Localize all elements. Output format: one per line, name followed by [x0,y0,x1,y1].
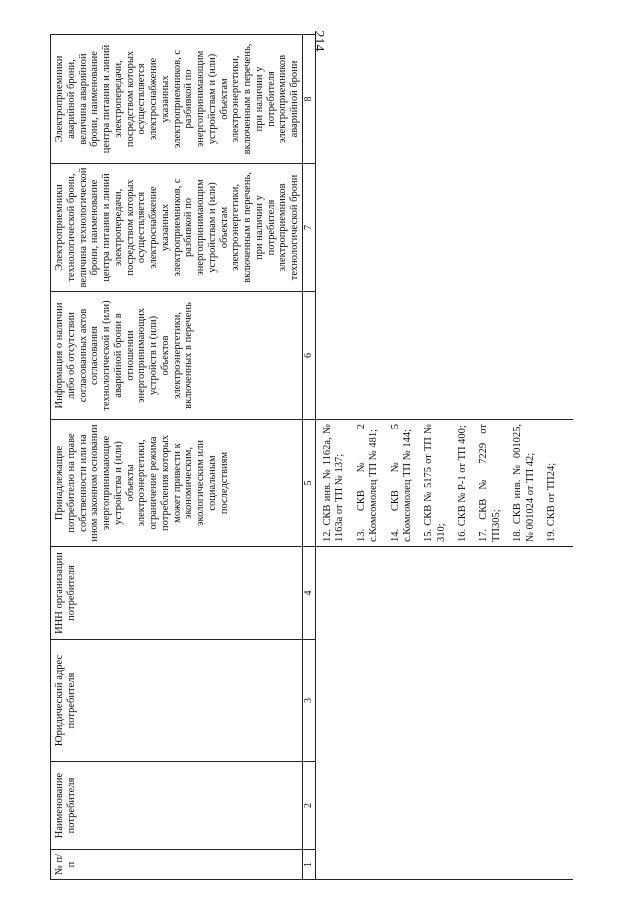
header-cell-technological-reserve: Электроприемники технологической брони, величина технологической брони, наименование центра питания и линий электропередачи, посредством которых осуществляется электроснабжение указанных электроприемников, с разбивкой по энергопринимающим устройствам и (или) объектам электроэнергетики, включенным в перечень, при наличии у потребителя электроприемников технологической брони [51,164,303,292]
header-cell-consumer-name: Наименование потребителя [51,762,303,850]
column-number: 5 [303,420,316,547]
column-number: 7 [303,164,316,292]
list-item: 14. СКВ № 5 с.Комсомолец ТП № 144; [389,424,413,542]
column-number: 6 [303,292,316,420]
table-body-row [316,35,574,880]
list-item: 18. СКВ инв. № 001025, № 001024 от ТП 42; [512,424,536,542]
empty-cell [316,292,574,420]
list-item: 17. СКВ № 7229 от ТП305; [478,424,502,542]
list-item: 19. СКВ от ТП24; [545,462,557,542]
header-cell-agreement-info: Информация о наличии либо об отсутствии согласованных актов согласования технологической и (или) аварийной брони в отношении энергопринимающих устройств и (или) объектов электроэнергетики, включенных в перечень [51,292,303,420]
column-number: 2 [303,762,316,850]
column-number: 1 [303,850,316,880]
table-header-row [51,35,303,880]
empty-cell [316,164,574,292]
header-cell-emergency-reserve: Электроприемники аварийной брони, величина аварийной брони, наименование центра питания и линий электропередачи, посредством которых осуществляется электроснабжение указанных электроприемников, с разбивкой по энергопринимающим устройствам и (или) объектам электроэнергетики, включенным в перечень, при наличии у потребителя электроприемников аварийной брони [51,35,303,164]
consumer-table [50,34,573,880]
list-item: 13. СКВ № 2 с.Комсомолец ТП № 481; [355,424,380,542]
empty-cell [316,547,574,640]
list-item: 12. СКВ инв. № 1162а, № 1163а от ТП № 137; [322,424,346,542]
empty-cell [316,35,574,164]
column5-list-cell [316,420,574,547]
page-number: 214 [311,30,326,52]
column-number: 4 [303,547,316,640]
list-item: 16. СКВ № Р-1 от ТП 400; [457,425,468,542]
list-item: 15. СКВ № 5175 от ТП № 310; [423,424,447,542]
header-cell-devices: Принадлежащие потребителю на праве собственности или на ином законном основании энергопринимающие устройства и (или) объекты электроэнергетики, ограничение режима потребления которых может привести к экономическим, экологическим или социальным последствиям [51,420,303,547]
column-number: 8 [303,35,316,164]
empty-cell [316,850,574,880]
empty-cell [316,640,574,762]
header-cell-legal-address: Юридический адрес потребителя [51,640,303,762]
column-number-row [303,35,316,880]
column-number: 3 [303,640,316,762]
header-cell-number: № п/п [51,850,303,880]
empty-cell [316,762,574,850]
header-cell-inn: ИНН организации потребителя [51,547,303,640]
